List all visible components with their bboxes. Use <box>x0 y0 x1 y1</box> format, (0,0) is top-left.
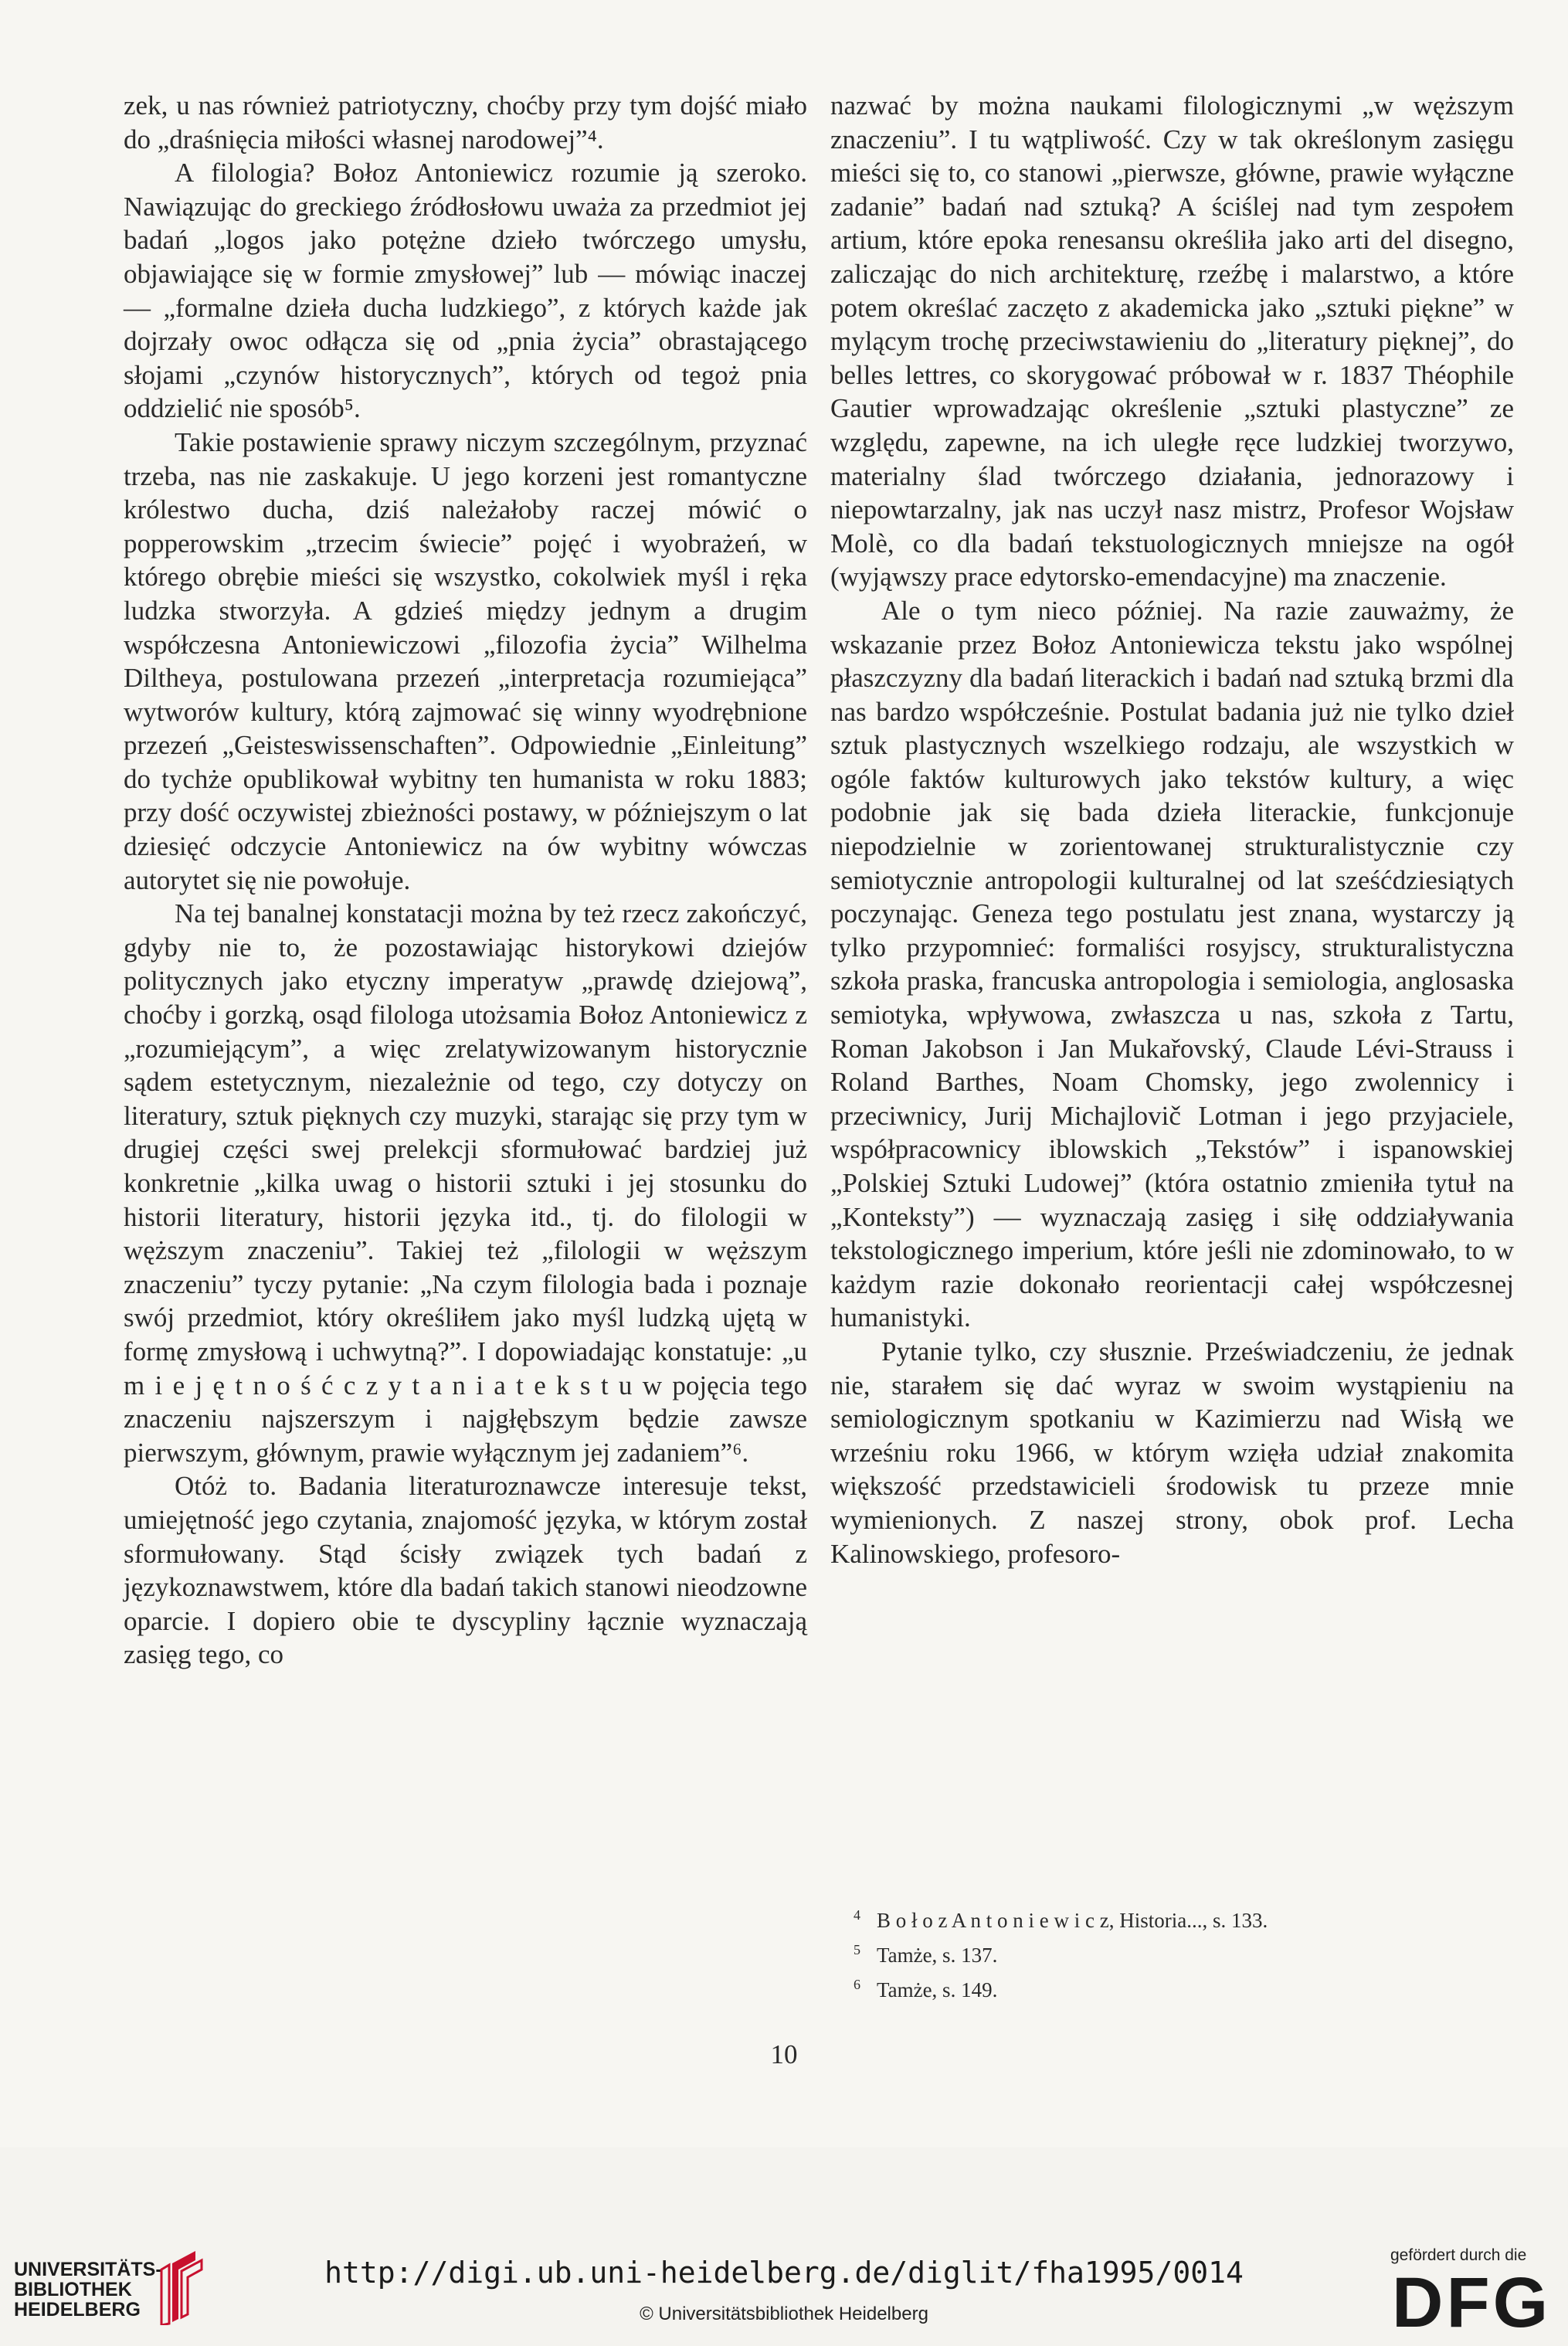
institution-line: BIBLIOTHEK <box>14 2279 132 2300</box>
footnote-number: 6 <box>854 1977 860 1992</box>
right-column <box>830 89 1514 1570</box>
footnote-text: B o ł o z A n t o n i e w i c z, Historia..., s. 133. <box>877 1909 1268 1932</box>
copyright-notice: © Universitätsbibliothek Heidelberg <box>640 2304 928 2324</box>
permalink-url[interactable]: http://digi.ub.uni-heidelberg.de/diglit/fha1995/0014 <box>324 2256 1244 2290</box>
footnote <box>830 1935 1510 1970</box>
footnote-number: 5 <box>854 1942 860 1957</box>
left-column <box>124 89 807 1672</box>
paragraph: Takie postawienie sprawy niczym szczególnym, przyznać trzeba, nas nie zaskakuje. U jego korzeni jest romantyczne królestwo ducha, dziś należałoby raczej mówić o popperowskim „trzecim świecie” pojęć i wyobrażeń, w którego obrębie mieści się wszystko, cokolwiek myśl i ręka ludzka stworzyła. A gdzieś między jednym a drugim współczesna Antoniewiczowi „filozofia życia” Wilhelma Diltheya, postulowana przezeń „interpretacja rozumiejąca” wytworów kultury, którą zajmować się winny wyodrębnione przezeń „Geisteswissenschaften”. Odpowiednie „Einleitung” do tychże opublikował wybitny ten humanista w roku 1883; przy dość oczywistej zbieżności postawy, w późniejszym o lat dziesięć odczycie Antoniewicz na ów wybitny wówczas autorytet się nie powołuje. <box>124 426 807 895</box>
dfg-logo: DFG <box>1392 2263 1552 2342</box>
institution-line: HEIDELBERG <box>14 2299 141 2321</box>
paragraph: Otóż to. Badania literaturoznawcze interesuje tekst, umiejętność jego czytania, znajomość języka, w którym został sformułowany. Stąd ścisły związek tych badań z językoznawstwem, które dla badań takich stanowi nieodzowne oparcie. I dopiero obie te dyscypliny łącznie wyznaczają zasięg tego, co <box>124 1471 807 1670</box>
footnote <box>830 1970 1510 2005</box>
paragraph: Pytanie tylko, czy słusznie. Przeświadczeniu, że jednak nie, starałem się dać wyraz w swoim wystąpieniu na semiologicznym spotkaniu w Kazimierzu nad Wisłą we wrześniu roku 1966, w którym wzięła udział znakomita większość przedstawicieli środowisk tu przeze mnie wymienionych. Z naszej strony, obok prof. Lecha Kalinowskiego, profesoro- <box>830 1336 1514 1569</box>
institution-line: UNIVERSITÄTS- <box>14 2259 162 2280</box>
footnote-number: 4 <box>854 1907 860 1923</box>
footnotes <box>830 1900 1510 2005</box>
paragraph: Na tej banalnej konstatacji można by też rzecz zakończyć, gdyby nie to, że pozostawiając historykowi dziejów politycznych jako etyczny imperatyw „prawdę dziejową”, choćby i gorzką, osąd filologa utożsamia Bołoz Antoniewicz z „rozumiejącym”, a więc zrelatywizowanym historycznie sądem estetycznym, niezależnie od tego, czy dotyczy on literatury, sztuk pięknych czy muzyki, starając się przy tym w drugiej części swej prelekcji sformułować bardziej już konkretnie „kilka uwag o historii sztuki i jej stosunku do historii literatury, historii języka itd., tj. do filologii w węższym znaczeniu”. Takiej też „filologii w węższym znaczeniu” tyczy pytanie: „Na czym filologia bada i poznaje swój przedmiot, który określiłem jako myśl ludzką ujętą w formę zmysłową i uchwytną?”. I dopowiadając konstatuje: „u m i e j ę t n o ś ć c z y t a n i a t e k s t u w pojęcia tego znaczeniu najszerszym i najgłębszym będzie zawsze pierwszym, głównym, prawie wyłącznym jej zadaniem”⁶. <box>124 898 807 1468</box>
page-number: 10 <box>770 2039 798 2069</box>
footnote-text: Tamże, s. 137. <box>877 1944 998 1967</box>
paragraph: nazwać by można naukami filologicznymi „w węższym znaczeniu”. I tu wątpliwość. Czy w tak określonym zasięgu mieści się to, co stanowi „pierwsze, główne, prawie wyłączne zadanie” badań nad sztuką? A ściślej nad tym zespołem artium, które epoka renesansu określiła jako arti del disegno, zaliczając do nich architekturę, rzeźbę i malarstwo, a które potem określać zaczęto z akademicka jako „sztuki piękne” w mylącym trochę przeciwstawieniu do „literatury pięknej”, do belles lettres, co skorygować próbował w r. 1837 Théophile Gautier wprowadzając określenie „sztuki plastyczne” ze względu, zapewne, na ich uległe ręce ludzkiej tworzywo, materialny ślad twórczego działania, jednorazowy i niepowtarzalny, jak nas uczył nasz mistrz, Profesor Wojsław Molè, co dla badań tekstuologicznych mniejsze na ogół (wyjąwszy prace edytorsko-emendacyjne) ma znaczenie. <box>830 90 1514 592</box>
paragraph: A filologia? Bołoz Antoniewicz rozumie ją szeroko. Nawiązując do greckiego źródłosłowu uważa za przedmiot jej badań „logos jako potężne dzieło twórczego umysłu, objawiające się w formie zmysłowej” lub — mówiąc inaczej — „formalne dzieła ducha ludzkiego”, z których każde jak dojrzały owoc odłącza się od „pnia życia” obrastającego słojami „czynów historycznych”, których od tegoż pnia oddzielić nie sposób⁵. <box>124 158 807 424</box>
paragraph: Ale o tym nieco później. Na razie zauważmy, że wskazanie przez Bołoz Antoniewicza tekstu jako wspólnej płaszczyzny dla badań literackich i badań nad sztuką brzmi dla nas bardzo współcześnie. Postulat badania już nie tylko dzieł sztuk plastycznych wszelkiego rodzaju, ale wszystkich w ogóle faktów kulturowych jako tekstów kultury, a więc podobnie jak się bada dzieła literackie, funkcjonuje niepodzielnie w zorientowanej strukturalistycznie czy semiotycznie antropologii kulturalnej od lat sześćdziesiątych poczynając. Geneza tego postulatu jest znana, wystarczy ją tylko przypomnieć: formaliści rosyjscy, strukturalistyczna szkoła praska, francuska antropologia i semiologia, anglosaska semiotyka, wpływowa, zwłaszcza u nas, szkoła z Tartu, Roman Jakobson i Jan Mukařovský, Claude Lévi-Strauss i Roland Barthes, Noam Chomsky, jego zwolennicy i przeciwnicy, Jurij Michajlovič Lotman i jego przyjaciele, współpracownicy iblowskich „Tekstów” i ispanowskiej „Polskiej Sztuki Ludowej” (która ostatnio zmieniła tytuł na „Konteksty”) — wyznaczają zasięg i siłę oddziaływania tekstologicznego imperium, które jeśli nie zdominowało, to w każdym razie dokonało reorientacji całej współczesnej humanistyki. <box>830 595 1514 1333</box>
sponsor-caption: gefördert durch die <box>1390 2246 1527 2264</box>
footnote-text: Tamże, s. 149. <box>877 1978 998 2001</box>
paragraph: zek, u nas również patriotyczny, choćby przy tym dojść miało do „draśnięcia miłości własnej narodowej”⁴. <box>124 90 807 154</box>
footnote <box>830 1900 1510 1935</box>
